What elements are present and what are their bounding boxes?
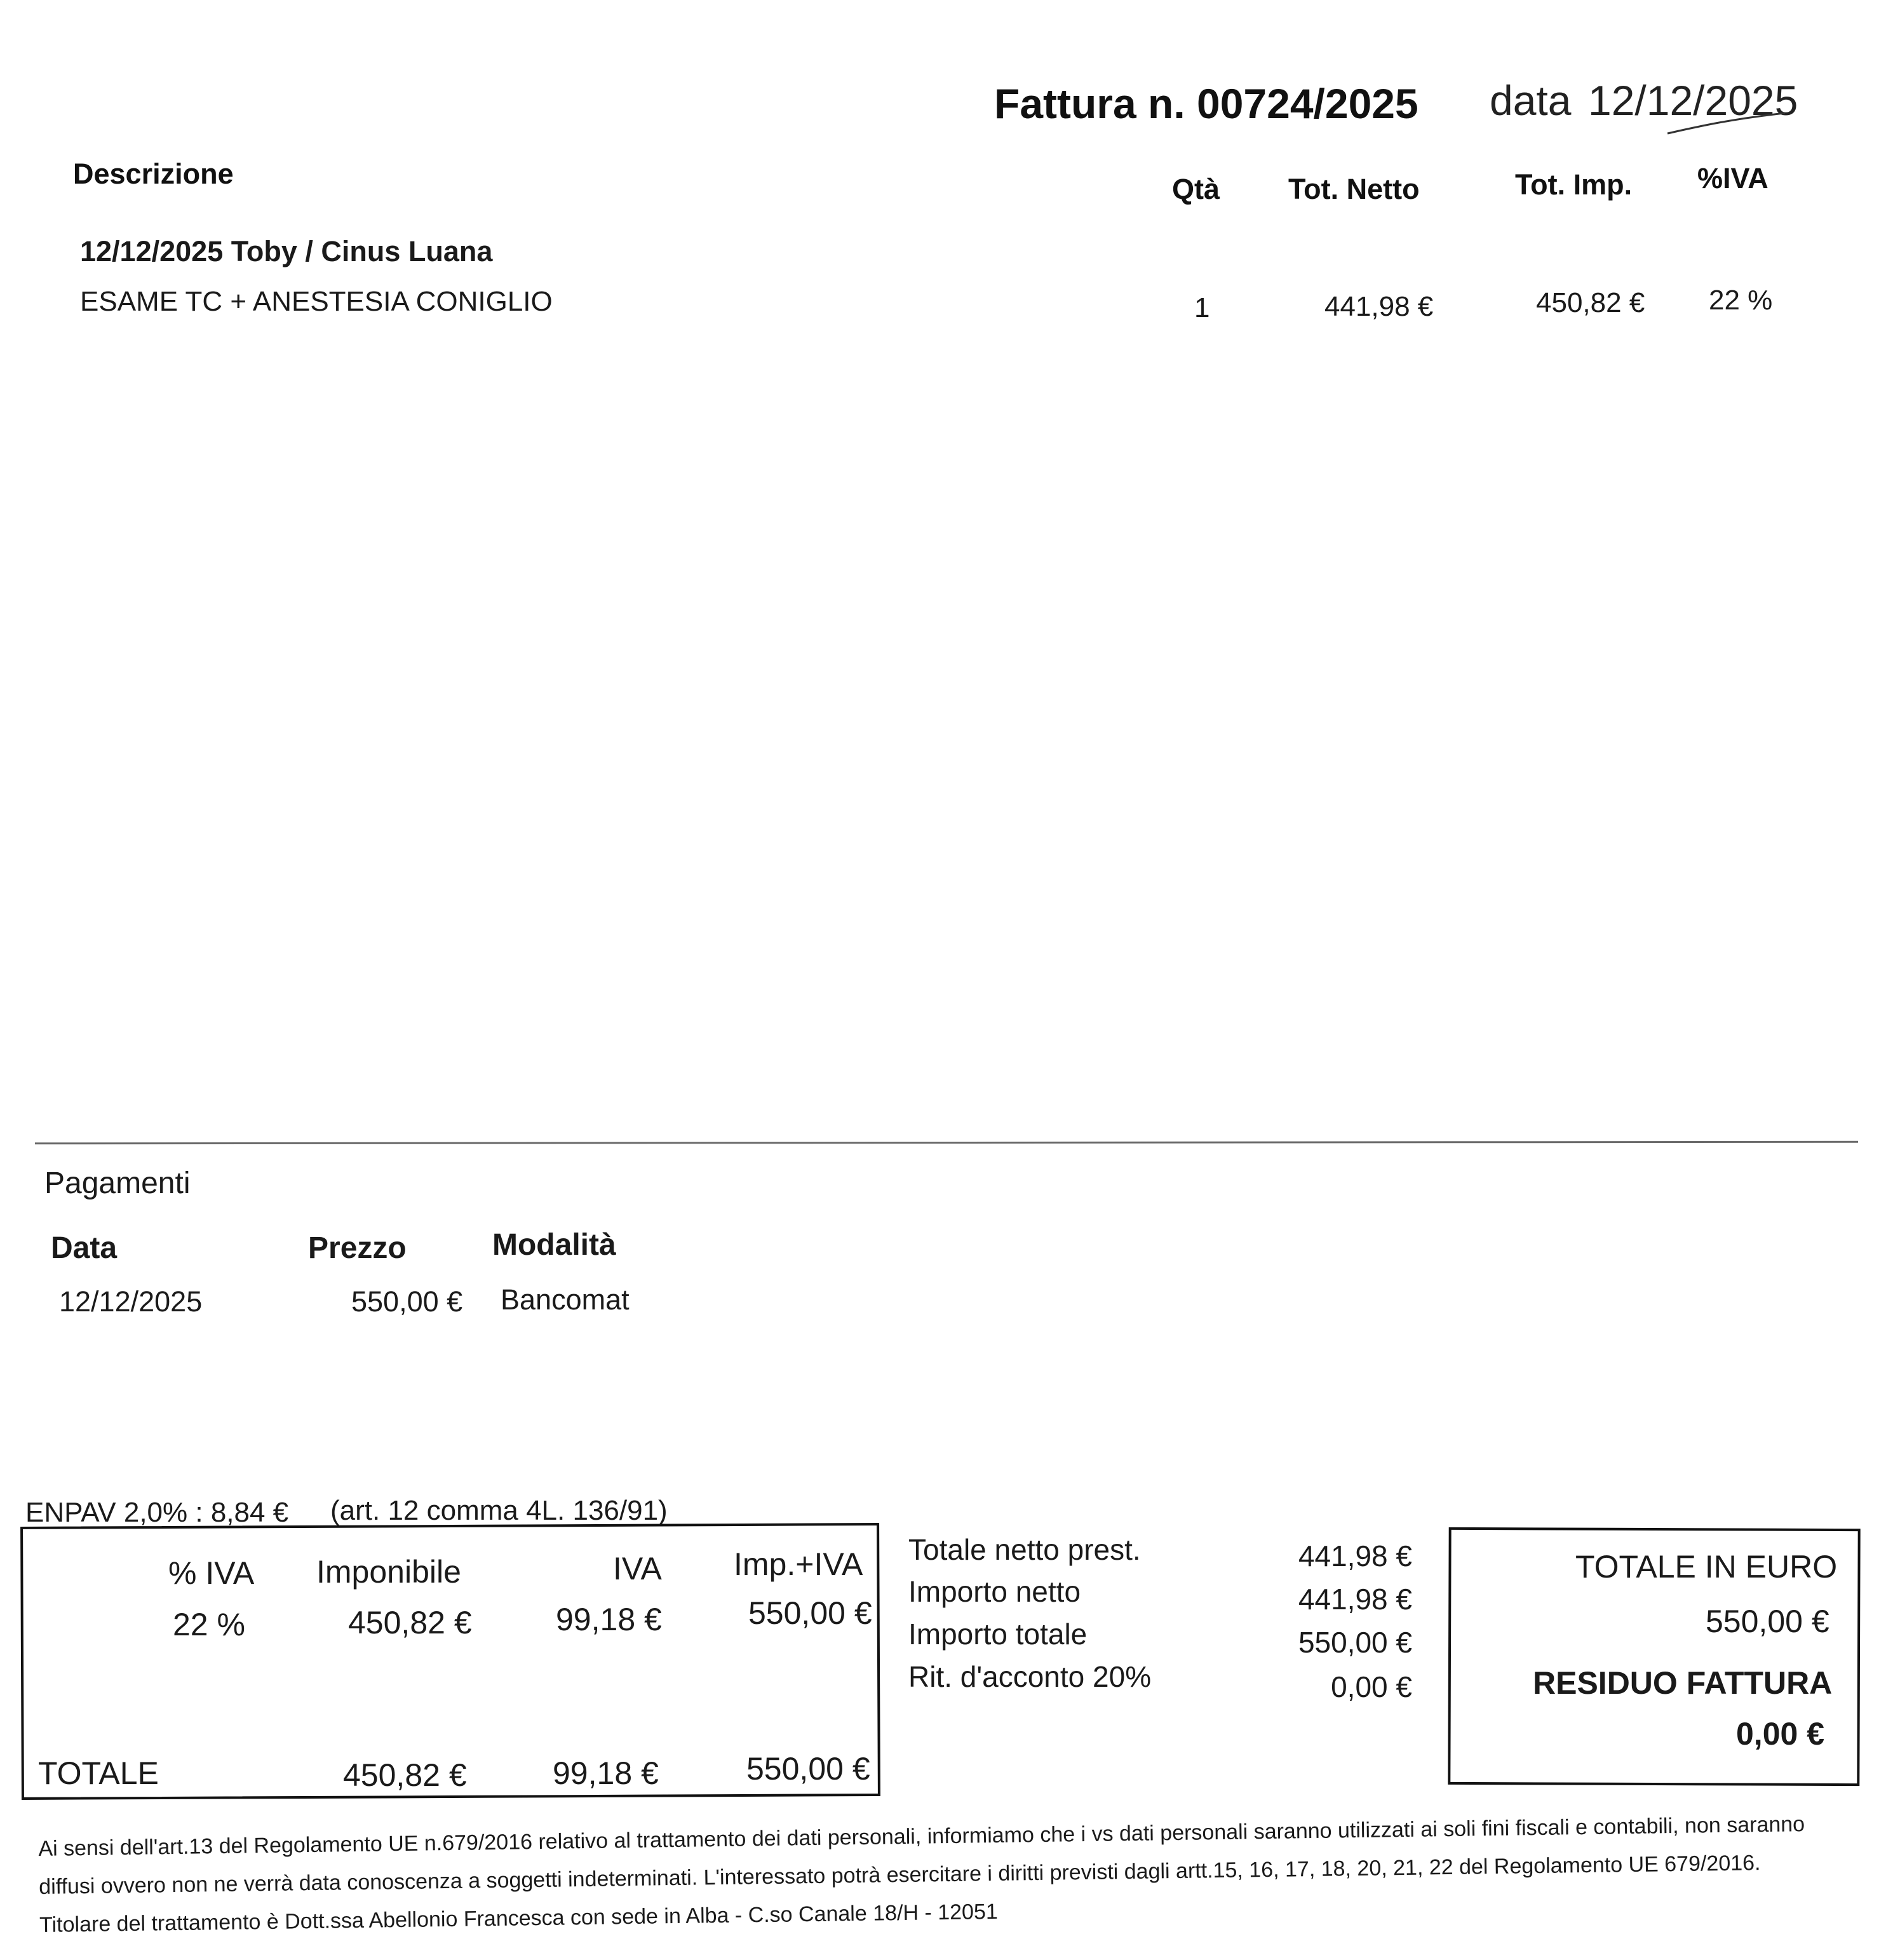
payment-mode: Bancomat xyxy=(501,1283,630,1316)
vat-row-rate: 22 % xyxy=(173,1607,245,1642)
vat-row-taxable-plus-vat: 550,00 € xyxy=(748,1595,872,1631)
items-header-net-total: Tot. Netto xyxy=(1288,173,1420,205)
enpav-reference: (art. 12 comma 4L. 136/91) xyxy=(330,1495,668,1526)
summary-withholding-value: 0,00 € xyxy=(1331,1670,1412,1703)
vat-total-label: TOTALE xyxy=(38,1755,159,1791)
items-header-vat-percent: %IVA xyxy=(1697,162,1768,194)
vat-header-vat: IVA xyxy=(613,1551,662,1586)
summary-net-services-value: 441,98 € xyxy=(1298,1539,1412,1572)
items-header-description: Descrizione xyxy=(73,158,234,190)
summary-net-amount-value: 441,98 € xyxy=(1298,1583,1412,1616)
vat-total-vat: 99,18 € xyxy=(553,1755,659,1791)
enpav-text: ENPAV 2,0% : 8,84 € xyxy=(25,1497,289,1528)
invoice-date-label: data xyxy=(1490,77,1572,124)
summary-net-amount-label: Importo netto xyxy=(908,1575,1081,1608)
total-euro-label: TOTALE IN EURO xyxy=(1575,1549,1838,1585)
section-divider xyxy=(35,1141,1858,1145)
summary-withholding-label: Rit. d'acconto 20% xyxy=(908,1660,1152,1693)
payments-title: Pagamenti xyxy=(44,1166,191,1200)
vat-total-taxable: 450,82 € xyxy=(343,1757,467,1793)
privacy-note: Ai sensi dell'art.13 del Regolamento UE n.679/2016 relativo al trattamento dei dati personali, informiamo che i vs dati personali saranno utilizzati ai soli fini fiscali e contabili, non saranno diffusi ovvero non ne verrà data conoscenza a soggetti indeterminati. L'interessato potrà esercitare i diritti previsti dagli artt.15, 16, 17, 18, 20, 21, 22 del Regolamento UE 679/2016. Titolare del trattamento è Dott.ssa Abellonio Francesca con sede in Alba - C.so Canale 18/H - 12051 xyxy=(38,1812,1805,1937)
item-taxable-total: 450,82 € xyxy=(1536,287,1645,318)
item-heading: 12/12/2025 Toby / Cinus Luana xyxy=(80,235,493,267)
summary-total-amount-value: 550,00 € xyxy=(1298,1626,1412,1659)
payments-header-date: Data xyxy=(51,1231,118,1265)
vat-total-taxable-plus-vat: 550,00 € xyxy=(746,1751,870,1787)
residual-value: 0,00 € xyxy=(1736,1716,1825,1752)
summary-net-services-label: Totale netto prest. xyxy=(908,1533,1141,1566)
item-description: ESAME TC + ANESTESIA CONIGLIO xyxy=(80,286,553,317)
vat-header-taxable-plus-vat: Imp.+IVA xyxy=(734,1546,863,1582)
payments-header-mode: Modalità xyxy=(492,1228,616,1262)
handwritten-underline-icon xyxy=(1664,108,1791,140)
payment-price: 550,00 € xyxy=(351,1285,463,1318)
invoice-title: Fattura n. 00724/2025 xyxy=(994,80,1418,127)
invoice-date-value: 12/12/2025 xyxy=(1588,77,1798,124)
payments-header-price: Prezzo xyxy=(308,1231,407,1265)
summary-total-amount-label: Importo totale xyxy=(908,1618,1088,1651)
items-header-taxable-total: Tot. Imp. xyxy=(1515,168,1633,201)
item-vat-percent: 22 % xyxy=(1709,285,1773,316)
items-header-qty: Qtà xyxy=(1172,173,1220,205)
item-net-total: 441,98 € xyxy=(1324,291,1434,322)
vat-header-taxable: Imponibile xyxy=(316,1554,461,1590)
vat-row-vat: 99,18 € xyxy=(556,1602,662,1637)
total-euro-value: 550,00 € xyxy=(1706,1604,1829,1639)
vat-header-rate: % IVA xyxy=(168,1555,255,1591)
payment-date: 12/12/2025 xyxy=(59,1285,203,1318)
residual-label: RESIDUO FATTURA xyxy=(1533,1665,1833,1701)
vat-row-taxable: 450,82 € xyxy=(348,1605,472,1640)
item-qty: 1 xyxy=(1194,292,1210,323)
